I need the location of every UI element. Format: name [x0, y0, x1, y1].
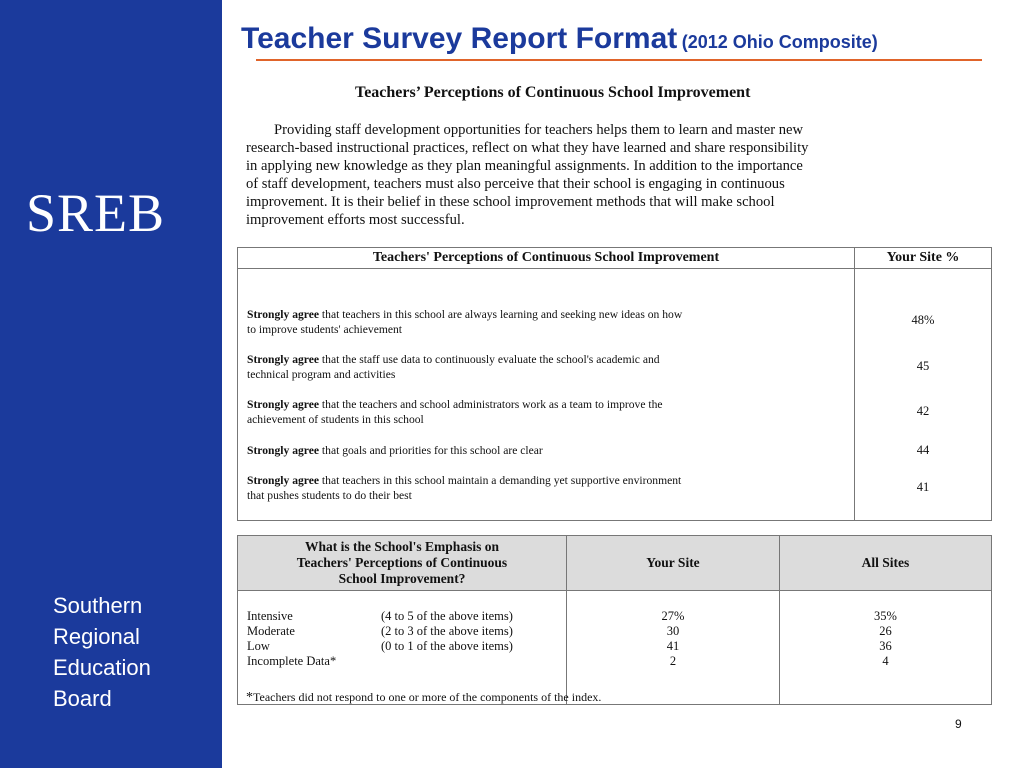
section-title: Teachers’ Perceptions of Continuous School Improvement [355, 84, 751, 101]
page-number: 9 [955, 717, 962, 731]
emphasis-table [237, 535, 992, 705]
percent-cell [855, 269, 992, 521]
statement-text: that teachers in this school are always learning and seeking new ideas on how [319, 308, 683, 321]
column-header-all-sites: All Sites [780, 536, 992, 591]
level-label: Moderate [247, 624, 295, 638]
table-header-row [238, 536, 992, 591]
table-row [238, 591, 992, 705]
statement-item [247, 473, 681, 503]
level-range: (4 to 5 of the above items) [381, 609, 513, 623]
statement-item [247, 307, 682, 337]
title-underline [256, 59, 982, 61]
level-row [238, 654, 566, 669]
statement-emphasis: Strongly agree [247, 444, 320, 457]
perceptions-table [237, 247, 992, 521]
table-body-row [238, 269, 992, 521]
level-row [238, 624, 566, 639]
statement-text: that goals and priorities for this school are clear [319, 444, 543, 457]
your-site-value: 30 [666, 624, 680, 638]
slide-title-subtitle: (2012 Ohio Composite) [681, 32, 878, 52]
intro-paragraph [246, 121, 986, 229]
column-header-statement: Teachers' Perceptions of Continuous School Improvement [238, 248, 855, 269]
header-line: School Improvement? [338, 571, 466, 586]
all-sites-value: 4 [882, 654, 889, 668]
statement-text: that the staff use data to continuously evaluate the school's academic and [319, 353, 660, 366]
emphasis-levels-cell [238, 591, 567, 705]
intro-line: of staff development, teachers must also perceive that their school is engaging in continuous [246, 176, 785, 192]
statement-emphasis: Strongly agree [247, 474, 320, 487]
statement-text: that the teachers and school administrators work as a team to improve the [319, 398, 663, 411]
organization-name [53, 590, 151, 714]
footnote-marker: * [246, 690, 253, 705]
your-site-values-cell [567, 591, 780, 705]
percent-value: 44 [916, 443, 930, 457]
statement-emphasis: Strongly agree [247, 398, 320, 411]
header-line: What is the School's Emphasis on [305, 539, 499, 554]
percent-value: 41 [916, 480, 930, 494]
column-header-your-site: Your Site [567, 536, 780, 591]
your-site-value: 41 [666, 639, 680, 653]
statement-emphasis: Strongly agree [247, 353, 320, 366]
percent-value: 48% [911, 313, 935, 327]
all-sites-values-cell [780, 591, 992, 705]
percent-value: 45 [916, 359, 930, 373]
org-line: Southern [53, 593, 143, 618]
org-line: Regional [53, 624, 140, 649]
intro-line: in applying new knowledge as they plan meaningful assignments. In addition to the importance [246, 158, 803, 174]
statement-item [247, 397, 663, 427]
statement-item [247, 443, 543, 458]
column-header-your-site-pct: Your Site % [855, 248, 992, 269]
statement-emphasis: Strongly agree [247, 308, 320, 321]
intro-line: Providing staff development opportunities for teachers helps them to learn and master new [274, 122, 804, 138]
level-range: (2 to 3 of the above items) [381, 624, 513, 638]
your-site-value: 27% [661, 609, 685, 623]
statement-text: achievement of students in this school [247, 413, 424, 426]
header-line: Teachers' Perceptions of Continuous [296, 555, 508, 570]
all-sites-value: 26 [879, 624, 892, 638]
statements-cell [238, 269, 855, 521]
statement-item [247, 352, 660, 382]
sidebar [0, 0, 222, 768]
org-line: Board [53, 686, 112, 711]
table-header-row [238, 248, 992, 269]
column-header-emphasis [238, 536, 567, 591]
footnote [246, 690, 601, 706]
org-line: Education [53, 655, 151, 680]
level-label: Low [247, 639, 270, 653]
level-range: (0 to 1 of the above items) [381, 639, 513, 653]
your-site-value: 2 [669, 654, 677, 668]
level-row [238, 609, 566, 624]
all-sites-value: 36 [879, 639, 892, 653]
statement-text: that teachers in this school maintain a demanding yet supportive environment [319, 474, 682, 487]
statement-text: technical program and activities [247, 368, 396, 381]
slide-title-main: Teacher Survey Report Format [241, 22, 678, 55]
footnote-text: Teachers did not respond to one or more of the components of the index. [253, 690, 602, 704]
statement-text: to improve students' achievement [247, 323, 403, 336]
intro-line: improvement efforts most successful. [246, 212, 465, 228]
percent-value: 42 [916, 404, 930, 418]
level-label: Intensive [247, 609, 293, 623]
slide-title [241, 22, 878, 56]
intro-line: improvement. It is their belief in these school improvement methods that will make school [246, 194, 775, 210]
intro-line: research-based instructional practices, reflect on what they have learned and share responsibility [246, 140, 809, 156]
level-label: Incomplete Data* [247, 654, 337, 668]
statement-text: that pushes students to do their best [247, 489, 412, 502]
all-sites-value: 35% [874, 609, 897, 623]
sreb-logo: SREB [26, 183, 166, 243]
level-row [238, 639, 566, 654]
